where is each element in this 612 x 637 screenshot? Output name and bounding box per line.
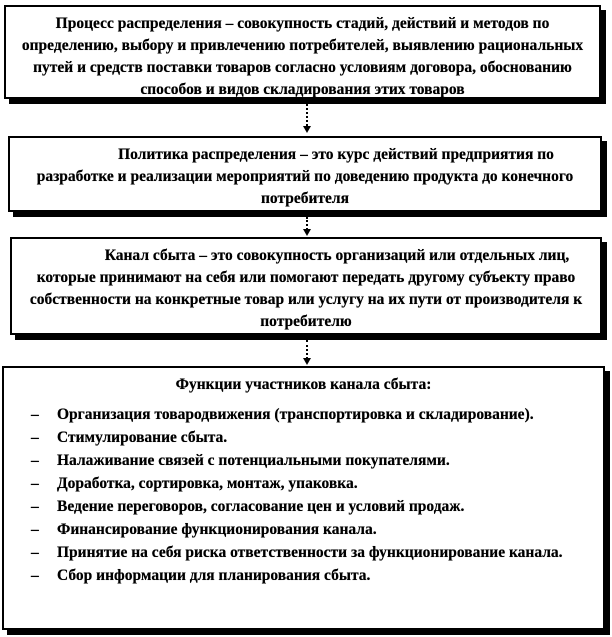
- sales-channel-definition: – это совокупность организаций или отдельных лиц, которые принимают на себя или помогают передать другому субъекту право собственности на конкретные товар или услугу на их пути от производителя к потребителю: [29, 247, 583, 330]
- connector-line-1: [306, 104, 308, 126]
- arrow-down-icon: [303, 126, 311, 133]
- dash-bullet: –: [31, 475, 39, 492]
- distribution-policy-term: Политика распределения: [118, 146, 297, 163]
- arrow-down-icon: [303, 229, 311, 236]
- list-item-text: Доработка, сортировка, монтаж, упаковка.: [57, 475, 358, 492]
- list-item: [14, 450, 593, 472]
- sales-channel-term: Канал сбыта: [104, 247, 196, 264]
- list-item-text: Ведение переговоров, согласование цен и условий продаж.: [57, 498, 465, 515]
- dash-bullet: –: [31, 498, 39, 515]
- list-item: [14, 496, 593, 518]
- distribution-process-box: [4, 5, 601, 99]
- channel-functions-title: Функции участников канала сбыта:: [175, 376, 432, 393]
- list-item-text: Организация товародвижения (транспортировка и складирование).: [57, 406, 534, 423]
- dash-bullet: –: [31, 429, 39, 446]
- list-item: [14, 473, 593, 495]
- dash-bullet: –: [31, 406, 39, 423]
- list-item-text: Сбор информации для планирования сбыта.: [57, 567, 371, 584]
- sales-channel-box: [10, 237, 602, 335]
- distribution-policy-definition: – это курс действий предприятия по разработке и реализации мероприятий по доведению продукта до конечного потребителя: [36, 146, 574, 207]
- dash-bullet: –: [31, 452, 39, 469]
- list-item-text: Принятие на себя риска ответственности за функционирование канала.: [57, 544, 563, 561]
- distribution-process-definition: – совокупность стадий, действий и методов по определению, выбору и привлечению потребителей, выявлению рациональных путей и средств поставки товаров согласно условиям договора, обоснованию способов и видов складирования этих товаров: [21, 15, 584, 98]
- list-item: [14, 404, 593, 426]
- distribution-policy-box: [8, 136, 602, 212]
- channel-functions-box: [2, 366, 605, 630]
- list-item-text: Стимулирование сбыта.: [57, 429, 228, 446]
- dash-bullet: –: [31, 567, 39, 584]
- dash-bullet: –: [31, 544, 39, 561]
- list-item: [14, 427, 593, 449]
- connector-line-3: [306, 340, 308, 359]
- list-item-text: Налаживание связей с потенциальными покупателями.: [57, 452, 450, 469]
- dash-bullet: –: [31, 521, 39, 538]
- channel-functions-list: [14, 404, 593, 587]
- list-item: [14, 565, 593, 587]
- distribution-process-term: Процесс распределения: [55, 15, 222, 32]
- list-item: [14, 519, 593, 541]
- list-item-text: Финансирование функционирования канала.: [57, 521, 377, 538]
- list-item: [14, 542, 593, 564]
- arrow-down-icon: [303, 358, 311, 365]
